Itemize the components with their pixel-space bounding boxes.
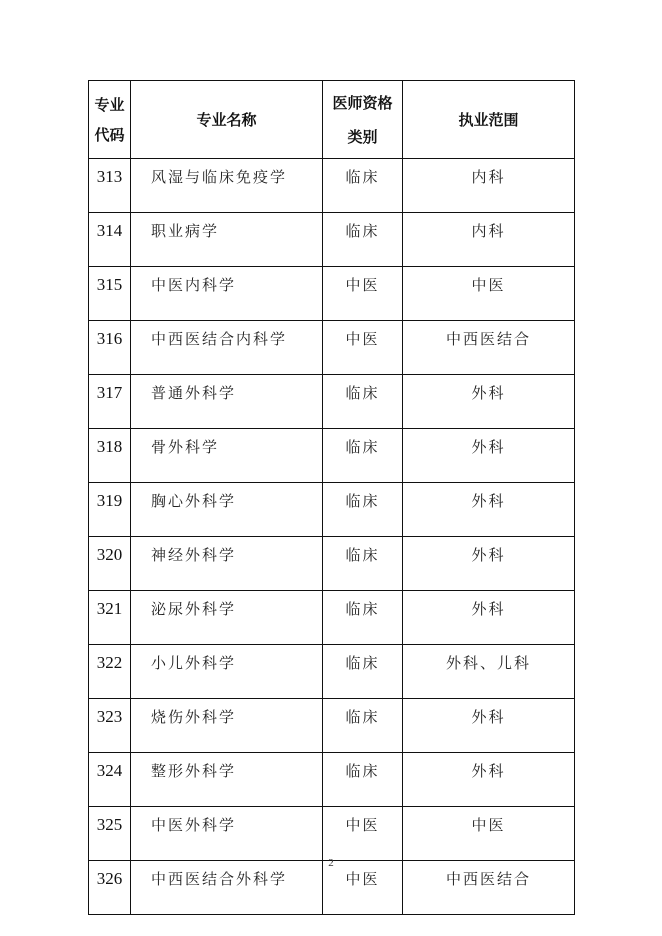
cell-code: 326 — [89, 861, 131, 915]
cell-code: 325 — [89, 807, 131, 861]
table-row — [89, 753, 575, 807]
header-code — [89, 81, 131, 159]
cell-scope: 外科、儿科 — [403, 645, 575, 699]
table-row — [89, 699, 575, 753]
cell-code: 324 — [89, 753, 131, 807]
cell-category: 临床 — [323, 591, 403, 645]
header-category-line2: 类别 — [347, 127, 378, 146]
cell-scope: 中医 — [403, 267, 575, 321]
cell-category: 临床 — [323, 753, 403, 807]
cell-name: 烧伤外科学 — [131, 699, 323, 753]
cell-code: 323 — [89, 699, 131, 753]
specialty-table — [88, 80, 575, 915]
cell-name: 胸心外科学 — [131, 483, 323, 537]
page-number: 2 — [328, 857, 334, 869]
cell-name: 小儿外科学 — [131, 645, 323, 699]
header-code-text: 专业代码 — [94, 95, 125, 144]
table-header-row — [89, 81, 575, 159]
cell-category: 临床 — [323, 645, 403, 699]
cell-scope: 内科 — [403, 159, 575, 213]
table-row — [89, 429, 575, 483]
cell-scope: 外科 — [403, 591, 575, 645]
cell-scope: 中西医结合 — [403, 861, 575, 915]
cell-category: 临床 — [323, 213, 403, 267]
cell-name: 中西医结合内科学 — [131, 321, 323, 375]
cell-scope: 外科 — [403, 483, 575, 537]
cell-category: 临床 — [323, 159, 403, 213]
cell-category: 中医 — [323, 321, 403, 375]
cell-code: 314 — [89, 213, 131, 267]
cell-scope: 中医 — [403, 807, 575, 861]
cell-name: 职业病学 — [131, 213, 323, 267]
table-row — [89, 645, 575, 699]
cell-scope: 内科 — [403, 213, 575, 267]
cell-code: 316 — [89, 321, 131, 375]
cell-category: 中医 — [323, 807, 403, 861]
header-scope: 执业范围 — [403, 81, 575, 159]
table-row — [89, 159, 575, 213]
cell-name: 普通外科学 — [131, 375, 323, 429]
cell-name: 中医外科学 — [131, 807, 323, 861]
cell-category: 临床 — [323, 483, 403, 537]
cell-category: 中医 — [323, 861, 403, 915]
header-name: 专业名称 — [131, 81, 323, 159]
table-row — [89, 483, 575, 537]
cell-scope: 外科 — [403, 537, 575, 591]
cell-code: 318 — [89, 429, 131, 483]
cell-name: 中西医结合外科学 — [131, 861, 323, 915]
cell-category: 临床 — [323, 537, 403, 591]
table-row — [89, 807, 575, 861]
cell-code: 315 — [89, 267, 131, 321]
cell-scope: 外科 — [403, 429, 575, 483]
cell-code: 322 — [89, 645, 131, 699]
table-row — [89, 267, 575, 321]
cell-category: 临床 — [323, 699, 403, 753]
table-row — [89, 321, 575, 375]
cell-name: 整形外科学 — [131, 753, 323, 807]
cell-name: 泌尿外科学 — [131, 591, 323, 645]
table-row — [89, 591, 575, 645]
cell-code: 321 — [89, 591, 131, 645]
cell-scope: 外科 — [403, 375, 575, 429]
cell-name: 中医内科学 — [131, 267, 323, 321]
cell-code: 320 — [89, 537, 131, 591]
cell-scope: 中西医结合 — [403, 321, 575, 375]
cell-name: 骨外科学 — [131, 429, 323, 483]
cell-code: 319 — [89, 483, 131, 537]
table-row — [89, 375, 575, 429]
table-row — [89, 213, 575, 267]
cell-category: 临床 — [323, 375, 403, 429]
cell-category: 中医 — [323, 267, 403, 321]
cell-scope: 外科 — [403, 753, 575, 807]
header-category-line1: 医师资格 — [332, 93, 393, 112]
cell-name: 神经外科学 — [131, 537, 323, 591]
cell-code: 313 — [89, 159, 131, 213]
header-category — [323, 81, 403, 159]
cell-code: 317 — [89, 375, 131, 429]
cell-name: 风湿与临床免疫学 — [131, 159, 323, 213]
cell-category: 临床 — [323, 429, 403, 483]
table-row — [89, 537, 575, 591]
cell-scope: 外科 — [403, 699, 575, 753]
